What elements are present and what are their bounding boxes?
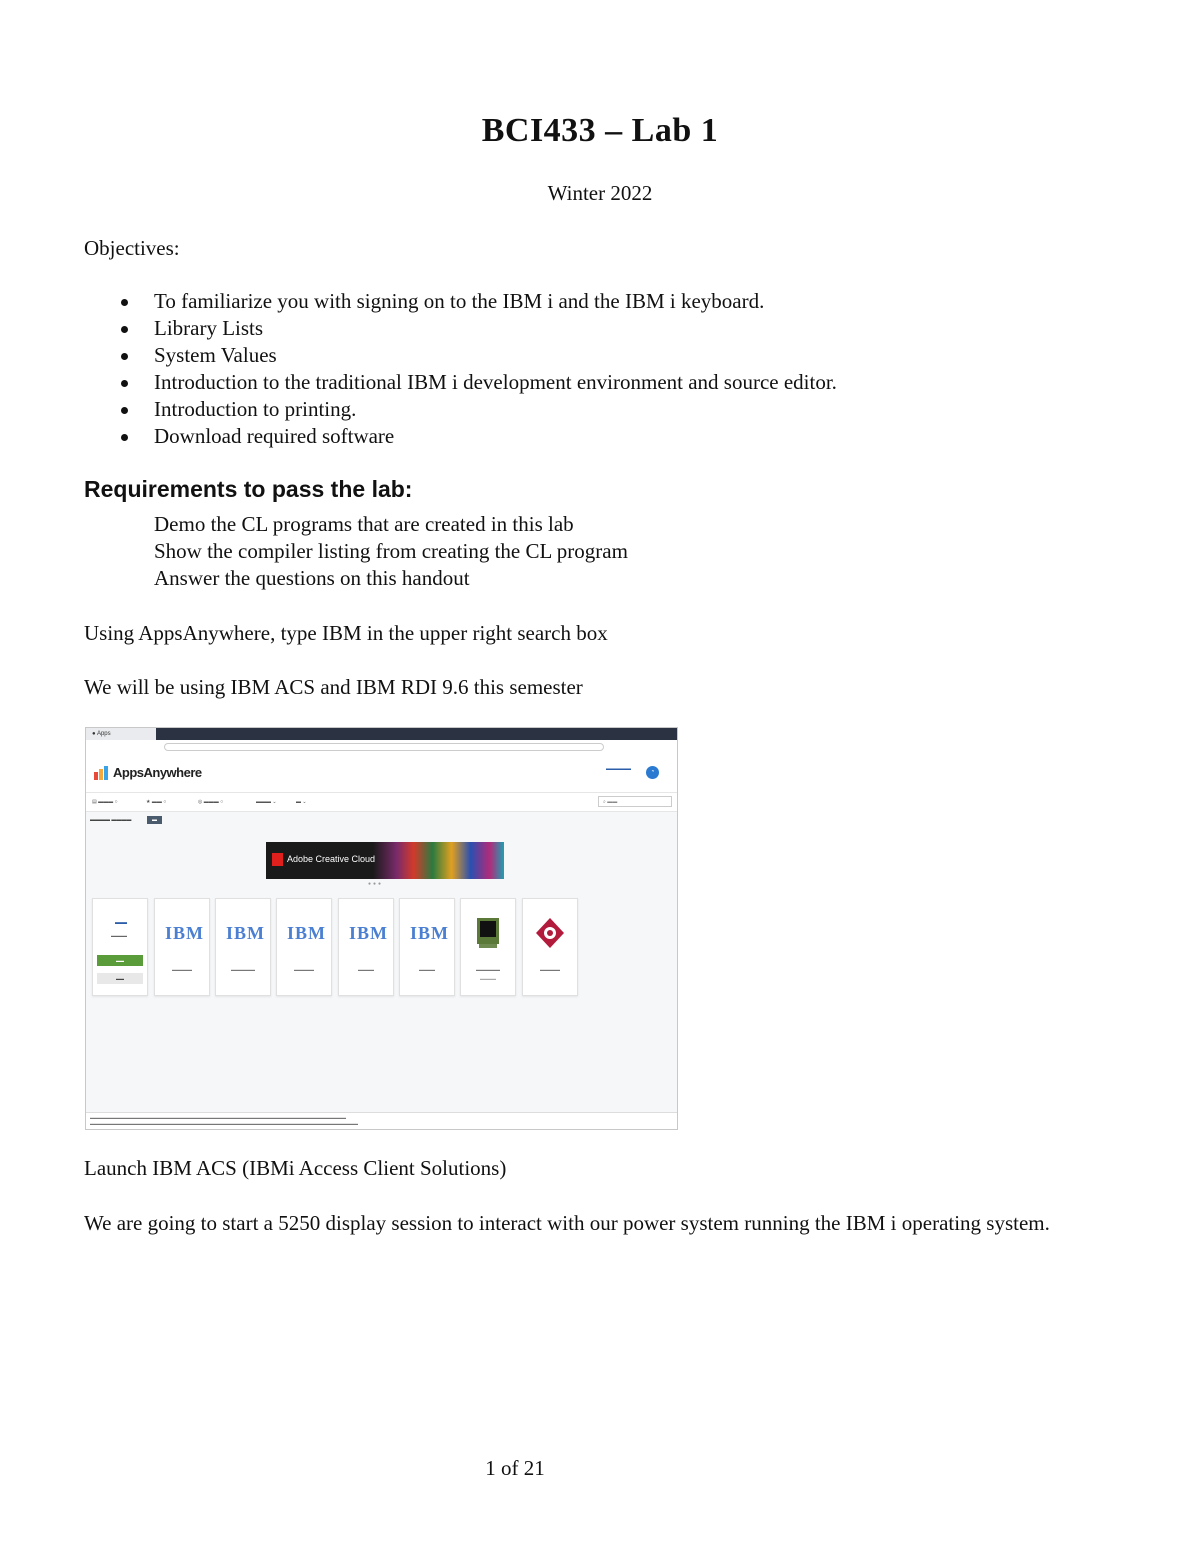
ibm-logo-icon: IBM xyxy=(226,923,265,943)
toolbar-item: ▤ ▬▬▬ ○ xyxy=(92,799,118,805)
requirement-item: Show the compiler listing from creating the CL program xyxy=(154,539,628,563)
carousel-dots: ●●● xyxy=(368,881,384,887)
objectives-list xyxy=(84,288,837,450)
paragraph-5250: We are going to start a 5250 display session to interact with our power system running the IBM i operating system. xyxy=(84,1211,1050,1235)
app-card-selected xyxy=(92,898,148,996)
ibm-logo-icon: IBM xyxy=(349,923,388,943)
app-diamond-icon xyxy=(535,917,565,949)
app-card xyxy=(276,898,332,996)
list-item: Download required software xyxy=(84,423,837,450)
card-caption: ▬▬▬▬▬▬ xyxy=(231,967,255,972)
card-detail: ▬▬▬▬ xyxy=(111,933,127,938)
ibm-logo-icon: IBM xyxy=(165,923,204,943)
ibm-logo-icon: IBM xyxy=(287,923,326,943)
ibm-logo-icon: IBM xyxy=(410,923,449,943)
app-card xyxy=(460,898,516,996)
list-item: Introduction to printing. xyxy=(84,396,837,423)
card-caption: ▬▬▬▬▬ xyxy=(540,967,560,972)
terminal-icon xyxy=(476,917,500,949)
user-name: ▬▬▬▬▬ xyxy=(606,766,631,772)
objectives-heading: Objectives: xyxy=(84,236,180,260)
card-caption: ▬▬▬▬ xyxy=(419,967,435,972)
paragraph-software: We will be using IBM ACS and IBM RDI 9.6 this semester xyxy=(84,675,583,699)
banner-text: Adobe Creative Cloud xyxy=(287,854,376,864)
app-card xyxy=(399,898,455,996)
adobe-logo-icon xyxy=(272,853,283,866)
card-caption: ▬▬▬▬▬▬ xyxy=(476,967,500,972)
page-number: 1 of 21 xyxy=(485,1456,545,1480)
card-caption: ▬▬▬▬ xyxy=(358,967,374,972)
paragraph-launch-acs: Launch IBM ACS (IBMi Access Client Solutions) xyxy=(84,1156,507,1180)
app-card xyxy=(215,898,271,996)
browser-tab-bar xyxy=(86,728,677,740)
app-header xyxy=(86,754,677,792)
card-caption: ▬▬▬▬▬ xyxy=(294,967,314,972)
list-item: Introduction to the traditional IBM i development environment and source editor. xyxy=(84,369,837,396)
card-caption: ▬▬▬▬▬ xyxy=(172,967,192,972)
requirement-item: Answer the questions on this handout xyxy=(154,566,470,590)
document-subtitle: Winter 2022 xyxy=(547,181,653,205)
toolbar-item: ▬ ⌄ xyxy=(296,799,307,805)
app-toolbar xyxy=(86,792,677,812)
toolbar-item: ◎ ▬▬▬ ○ xyxy=(198,799,224,805)
app-card xyxy=(338,898,394,996)
app-name: AppsAnywhere xyxy=(113,765,202,780)
browser-status-bar: ▬▬▬▬▬▬▬▬▬▬▬▬▬▬▬▬▬▬▬▬▬▬▬▬▬▬▬▬▬▬▬▬▬▬▬▬▬▬▬▬▬▬▬▬▬▬▬▬▬▬▬▬▬▬▬▬▬▬▬▬▬▬▬▬ ▬▬▬▬▬▬▬▬▬▬▬▬▬▬▬▬▬▬▬▬▬▬▬▬▬▬▬▬▬▬▬▬▬▬▬▬▬▬▬▬▬▬▬▬▬▬▬▬▬▬▬▬▬▬▬▬▬▬▬▬▬▬▬▬▬▬▬ xyxy=(86,1112,677,1129)
list-item: Library Lists xyxy=(84,315,837,342)
card-subcaption: ▬▬▬▬ xyxy=(480,976,496,981)
paragraph-appsanywhere: Using AppsAnywhere, type IBM in the upper right search box xyxy=(84,621,608,645)
details-button: ▬▬ xyxy=(97,973,143,984)
requirement-item: Demo the CL programs that are created in this lab xyxy=(154,512,574,536)
url-field xyxy=(164,743,604,751)
browser-address-bar xyxy=(86,740,677,755)
list-item: System Values xyxy=(84,342,837,369)
appsanywhere-screenshot xyxy=(85,727,678,1130)
filter-badge: ▬ xyxy=(147,816,162,824)
requirements-heading: Requirements to pass the lab: xyxy=(84,476,413,502)
search-input: ⌕ ▬▬ xyxy=(598,796,672,807)
promo-banner xyxy=(266,842,504,879)
app-card xyxy=(154,898,210,996)
filter-label: ▬▬▬▬ ▬▬▬▬ xyxy=(90,817,132,823)
toolbar-item: ★ ▬▬ ○ xyxy=(146,799,167,805)
app-card xyxy=(522,898,578,996)
card-title: ▬▬ xyxy=(115,920,127,926)
appsanywhere-logo-icon xyxy=(94,766,108,780)
launch-button: ▬▬ xyxy=(97,955,143,966)
list-item: To familiarize you with signing on to the IBM i and the IBM i keyboard. xyxy=(84,288,837,315)
toolbar-item: ▬▬▬ ⌄ xyxy=(256,799,277,805)
document-title: BCI433 – Lab 1 xyxy=(481,112,719,149)
avatar: ◔ xyxy=(646,766,659,779)
browser-tab: ● Apps xyxy=(86,728,156,740)
